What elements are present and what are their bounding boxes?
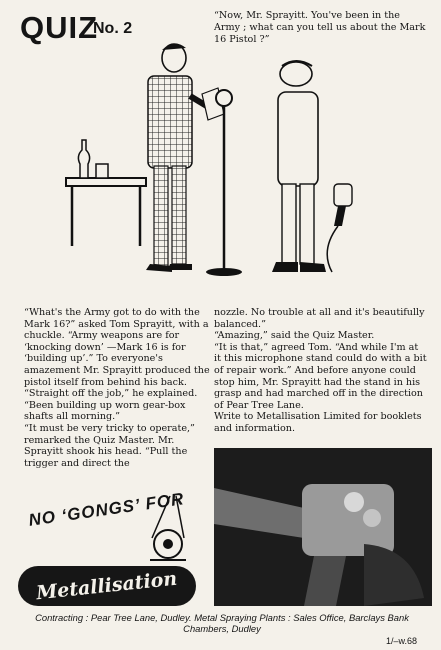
article-paragraph: Write to Metallisation Limited for booklets and information. (214, 411, 422, 434)
metallisation-logo (18, 566, 196, 606)
article-left-column (24, 307, 210, 469)
mr-sprayitt-figure (272, 61, 352, 272)
logo-text: Metallisation (35, 567, 179, 605)
spray-pistol-photo (214, 448, 432, 606)
quiz-question: “Now, Mr. Sprayitt. You've been in the Army ; what can you tell us about the Mark 16 Pistol ?” (214, 10, 426, 45)
article-paragraph: “It is that,” agreed Tom. “And while I'm at it this microphone stand could do with a bit of repair work.” And before anyone could stop him, Mr. Sprayitt had the stand in his grasp and had marched off in the direction of Pear Tree Lane. (214, 341, 427, 411)
cartoon-illustration (20, 36, 430, 298)
quiz-number: No. 2 (93, 20, 133, 37)
article-paragraph: “It must be very tricky to operate,” remarked the Quiz Master. Mr. Sprayitt shook his head. “Pull the trigger and direct the (24, 422, 195, 469)
article-right-column (214, 307, 428, 435)
quiz-master-figure (146, 43, 224, 272)
article-paragraph: “What's the Army got to do with the Mark 16?” asked Tom Sprayitt, with a chuckle. “Army weapons are for ‘knocking down’ —Mark 16 is for ‘building up’.” To everyone's amazement Mr. Sprayitt produced the pistol itself from behind his back. “Straight off the job,” he explained. “Been building up worn gear-box shafts all morning.” (24, 307, 210, 423)
ad-code: 1/–w.68 (386, 636, 418, 646)
footer-contact: Contracting : Pear Tree Lane, Dudley. Metal Spraying Plants : Sales Office, Barclays Bank Chambers, Dudley (35, 612, 409, 634)
slogan: NO ‘GONGS’ FOR (27, 489, 186, 530)
spray-pistol-photo-drawing (214, 448, 432, 606)
gong-icon (140, 494, 196, 564)
table-drawing (66, 140, 146, 246)
quiz-title: QUIZ (20, 10, 99, 45)
article-paragraph: nozzle. No trouble at all and it's beautifully balanced.” (214, 307, 425, 330)
article-paragraph: “Amazing,” said the Quiz Master. (214, 330, 375, 342)
